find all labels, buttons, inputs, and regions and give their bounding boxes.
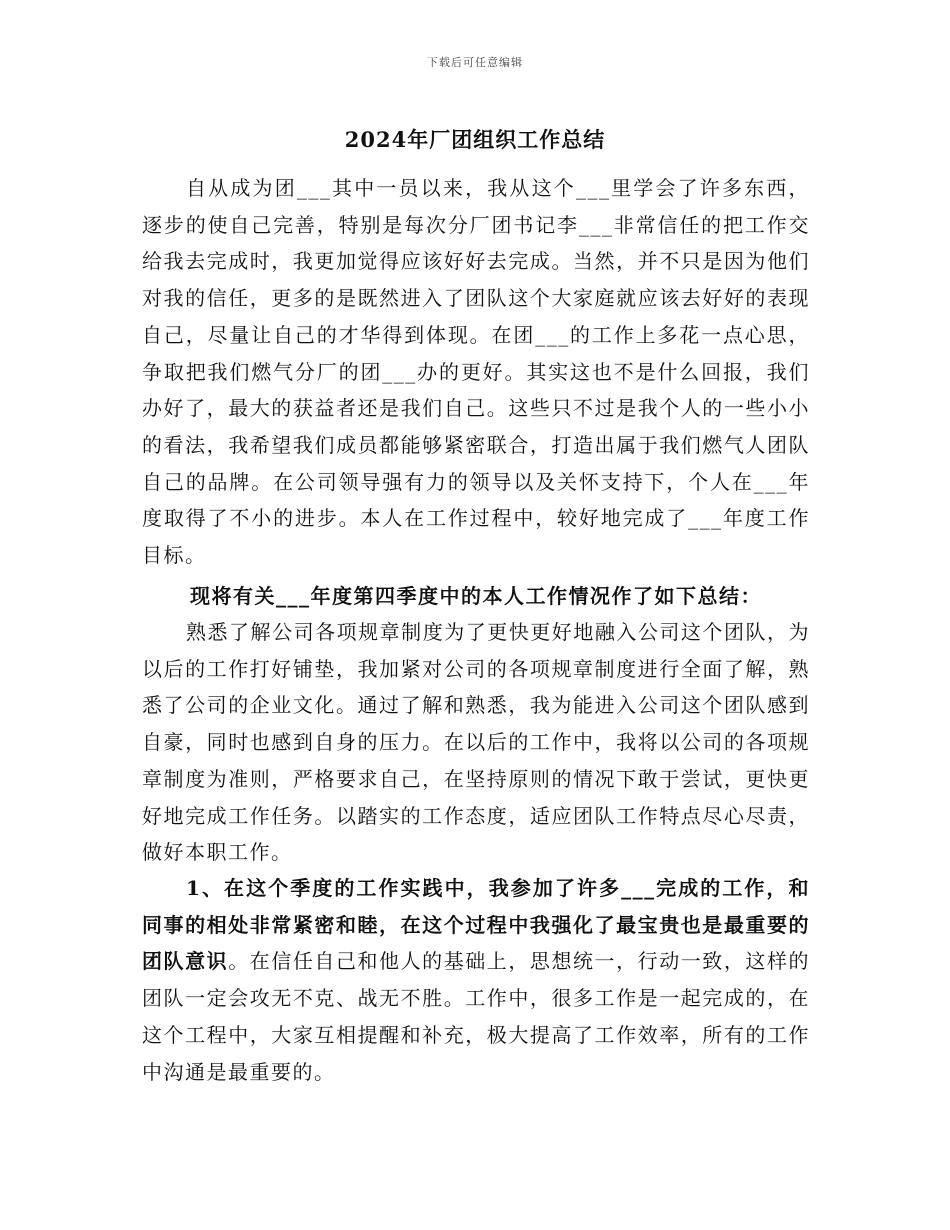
- paragraph-regulations: 熟悉了解公司各项规章制度为了更快更好地融入公司这个团队，为以后的工作打好铺垫，我加紧对公司的各项规章制度进行全面了解，熟悉了公司的企业文化。通过了解和熟悉，我为能进入公司这个团队感到自豪，同时也感到自身的压力。在以后的工作中，我将以公司的各项规章制度为准则，严格要求自己，在坚持原则的情况下敢于尝试，更快更好地完成工作任务。以踏实的工作态度，适应团队工作特点尽心尽责，做好本职工作。: [142, 620, 810, 865]
- document-title: 2024年厂团组织工作总结: [344, 127, 606, 152]
- paragraph-teamwork-bold: 1、在这个季度的工作实践中，我参加了许多___完成的工作，和同事的相处非常紧密和睦，在这个过程中我强化了最宝贵也是最重要的团队意识: [142, 876, 810, 974]
- header-note: 下载后可任意编辑: [427, 56, 523, 69]
- section-subheading: 现将有关___年度第四季度中的本人工作情况作了如下总结：: [190, 584, 762, 608]
- paragraph-teamwork: [142, 870, 810, 1090]
- paragraph-teamwork-rest: 。在信任自己和他人的基础上，思想统一，行动一致，这样的团队一定会攻无不克、战无不胜。工作中，很多工作是一起完成的，在这个工程中，大家互相提醒和补充，极大提高了工作效率，所有的工作中沟通是最重要的。: [142, 949, 811, 1084]
- paragraph-intro: 自从成为团___其中一员以来，我从这个___里学会了许多东西，逐步的使自己完善，特别是每次分厂团书记李___非常信任的把工作交给我去完成时，我更加觉得应该好好去完成。当然，并不只是因为他们对我的信任，更多的是既然进入了团队这个大家庭就应该去好好的表现自己，尽量让自己的才华得到体现。在团___的工作上多花一点心思，争取把我们燃气分厂的团___办的更好。其实这也不是什么回报，我们办好了，最大的获益者还是我们自己。这些只不过是我个人的一些小小的看法，我希望我们成员都能够紧密联合，打造出属于我们燃气人团队自己的品牌。在公司领导强有力的领导以及关怀支持下，个人在___年度取得了不小的进步。本人在工作过程中，较好地完成了___年度工作目标。: [142, 176, 810, 568]
